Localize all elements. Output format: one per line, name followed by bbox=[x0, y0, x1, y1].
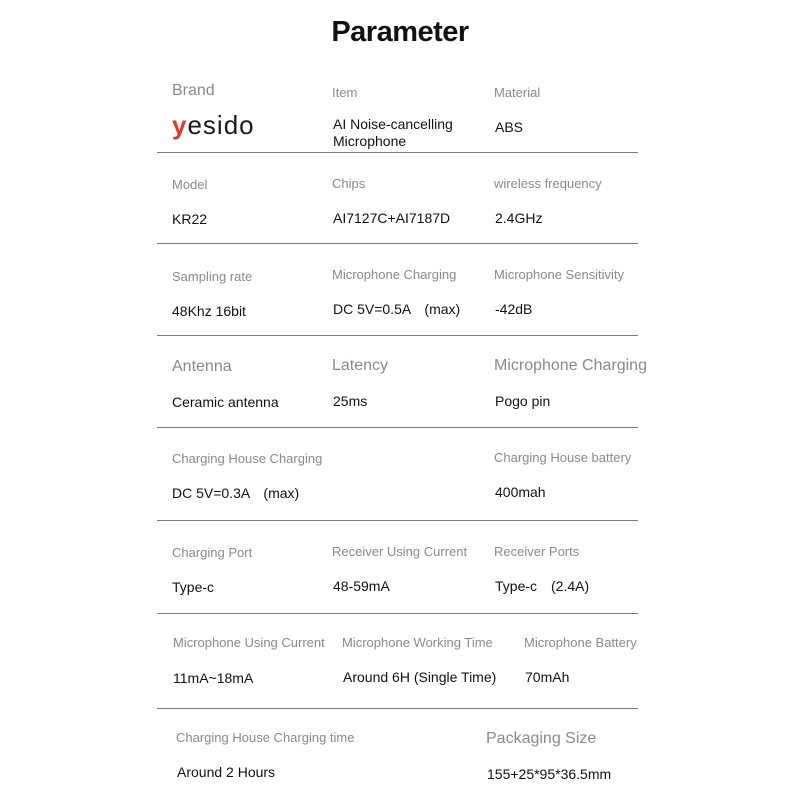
label-microphone-charging: Microphone Charging bbox=[332, 267, 457, 282]
label-charging-port: Charging Port bbox=[172, 545, 253, 560]
label-latency: Latency bbox=[332, 357, 389, 374]
value-microphone-charging-2: Pogo pin bbox=[495, 393, 551, 409]
label-model: Model bbox=[172, 177, 208, 192]
logo-accent: y bbox=[172, 110, 188, 140]
value-charging-house-battery: 400mah bbox=[495, 484, 546, 500]
value-antenna: Ceramic antenna bbox=[172, 394, 279, 410]
value-receiver-using-current: 48-59mA bbox=[333, 578, 390, 594]
label-material: Material bbox=[494, 85, 541, 100]
label-microphone-battery: Microphone Battery bbox=[524, 635, 637, 650]
value-wireless-frequency: 2.4GHz bbox=[495, 210, 543, 226]
label-sampling-rate: Sampling rate bbox=[172, 269, 253, 284]
divider bbox=[157, 708, 638, 709]
label-charging-house-charging: Charging House Charging bbox=[172, 451, 323, 466]
label-microphone-charging-2: Microphone Charging bbox=[494, 357, 647, 374]
yesido-logo bbox=[172, 110, 255, 141]
value-charging-port: Type-c bbox=[172, 579, 215, 595]
label-wireless-frequency: wireless frequency bbox=[494, 176, 602, 191]
label-microphone-sensitivity: Microphone Sensitivity bbox=[494, 267, 625, 282]
value-material: ABS bbox=[495, 119, 524, 135]
value-microphone-charging: DC 5V=0.5A (max) bbox=[333, 301, 461, 317]
value-receiver-ports: Type-c (2.4A) bbox=[495, 578, 590, 594]
value-charging-house-charging-time: Around 2 Hours bbox=[177, 764, 276, 780]
value-microphone-working-time: Around 6H (Single Time) bbox=[343, 669, 497, 685]
page-title: Parameter bbox=[331, 16, 469, 48]
value-charging-house-charging: DC 5V=0.3A (max) bbox=[172, 485, 300, 501]
label-brand: Brand bbox=[172, 82, 215, 99]
label-item: Item bbox=[332, 85, 358, 100]
label-receiver-using-current: Receiver Using Current bbox=[332, 544, 468, 559]
label-microphone-working-time: Microphone Working Time bbox=[342, 635, 493, 650]
value-packaging-size: 155+25*95*36.5mm bbox=[487, 766, 612, 782]
divider bbox=[157, 613, 638, 614]
label-packaging-size: Packaging Size bbox=[486, 730, 597, 747]
divider bbox=[157, 152, 638, 153]
label-antenna: Antenna bbox=[172, 358, 232, 375]
value-microphone-sensitivity: -42dB bbox=[495, 301, 533, 317]
value-item: AI Noise-cancelling Microphone bbox=[333, 116, 453, 149]
divider bbox=[157, 520, 638, 521]
divider bbox=[157, 335, 638, 336]
label-microphone-using-current: Microphone Using Current bbox=[173, 635, 325, 650]
logo-text: esido bbox=[187, 110, 255, 140]
label-receiver-ports: Receiver Ports bbox=[494, 544, 580, 559]
value-microphone-battery: 70mAh bbox=[525, 669, 570, 685]
value-model: KR22 bbox=[172, 211, 208, 227]
value-sampling-rate: 48Khz 16bit bbox=[172, 303, 246, 319]
label-charging-house-charging-time: Charging House Charging time bbox=[176, 730, 355, 745]
label-charging-house-battery: Charging House battery bbox=[494, 450, 632, 465]
label-chips: Chips bbox=[332, 176, 366, 191]
value-latency: 25ms bbox=[333, 393, 368, 409]
divider bbox=[157, 427, 638, 428]
value-microphone-using-current: 11mA~18mA bbox=[173, 670, 254, 686]
value-chips: AI7127C+AI7187D bbox=[333, 210, 451, 226]
divider bbox=[157, 243, 638, 244]
